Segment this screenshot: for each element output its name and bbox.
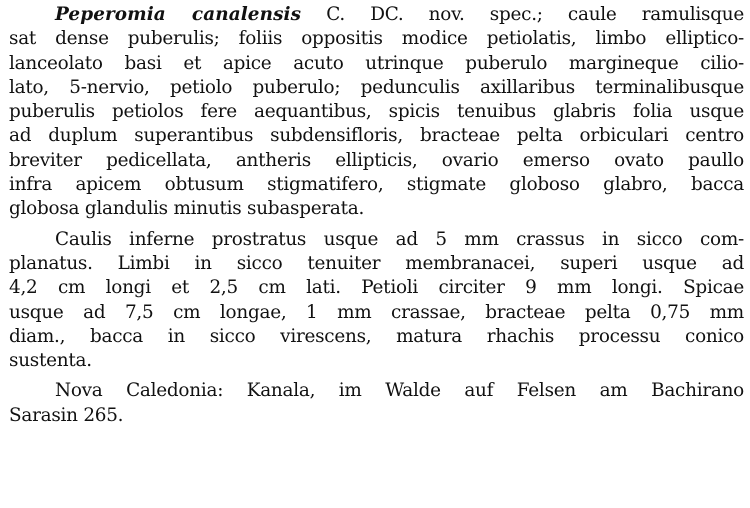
text-line: usque ad 7,5 cm longae, 1 mm crassae, bracteae pelta 0,75 mm [9,301,744,323]
text-line [9,3,744,27]
text-line: puberulis petiolos fere aequantibus, spicis tenuibus glabris folia usque [9,101,744,123]
species-description [9,3,744,222]
text-line: 4,2 cm longi et 2,5 cm lati. Petioli circiter 9 mm longi. Spicae [9,277,744,299]
text-line: sustenta. [9,350,92,372]
text-line: Sarasin 265. [9,404,124,426]
description-line-lead: C. DC. nov. spec.; caule ramulisque [301,4,744,25]
text-line: lato, 5-nervio, petiolo puberulo; pedunculis axillaribus terminalibusque [9,76,744,98]
measurements-paragraph [9,228,744,374]
text-line: breviter pedicellata, antheris ellipticis, ovario emerso ovato paullo [9,149,744,171]
locality-paragraph [9,379,744,428]
species-name: Peperomia canalensis [55,4,302,25]
text-line: Caulis inferne prostratus usque ad 5 mm crassus in sicco com- [55,228,744,250]
text-line: Nova Caledonia: Kanala, im Walde auf Felsen am Bachirano [55,380,744,402]
text-line: planatus. Limbi in sicco tenuiter membranacei, superi usque ad [9,252,744,274]
text-line: globosa glandulis minutis subasperata. [9,198,365,220]
text-line: ad duplum superantibus subdensifloris, bracteae pelta orbiculari centro [9,125,744,147]
text-line: infra apicem obtusum stigmatifero, stigmate globoso glabro, bacca [9,174,744,196]
text-line: diam., bacca in sicco virescens, matura rhachis processu conico [9,325,744,347]
text-line: sat dense puberulis; foliis oppositis modice petiolatis, limbo elliptico- [9,28,744,50]
text-line: lanceolato basi et apice acuto utrinque puberulo margineque cilio- [9,52,744,74]
